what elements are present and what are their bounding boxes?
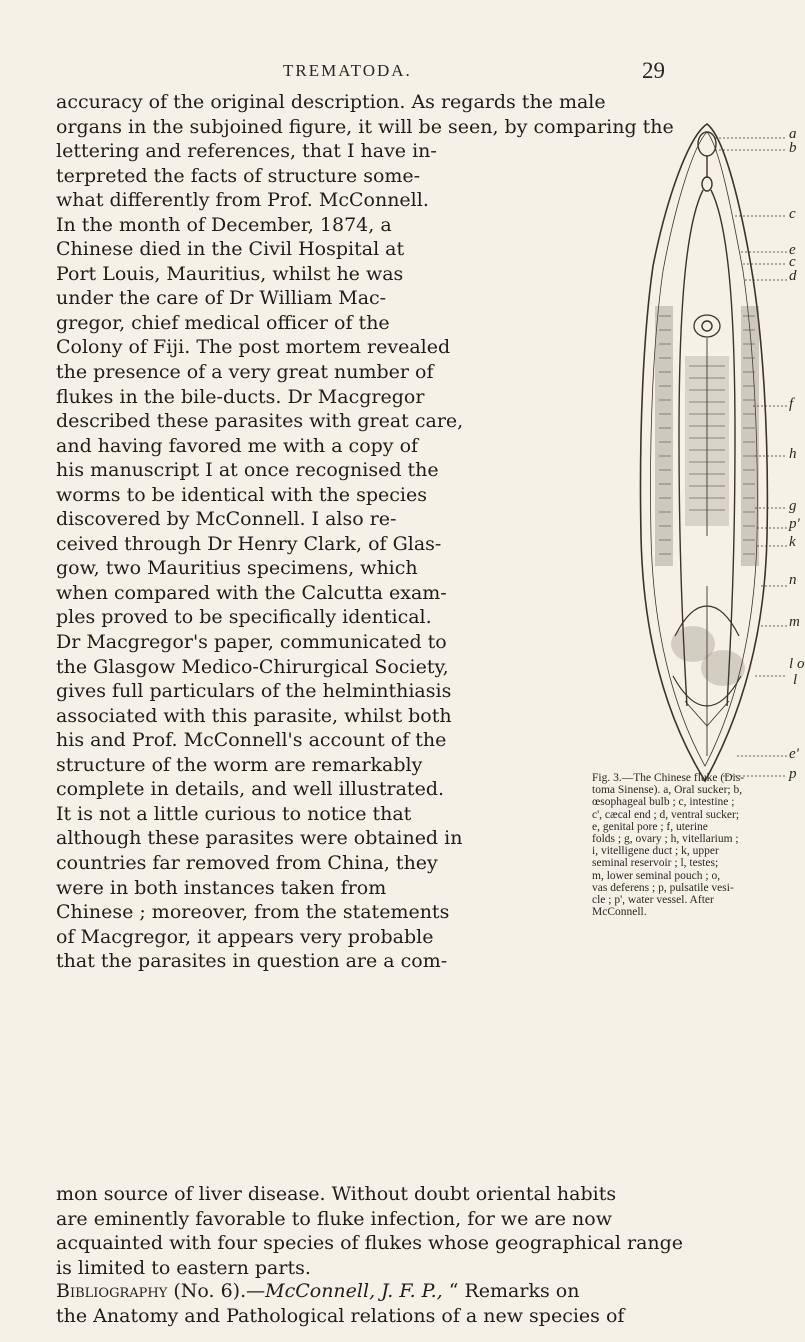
- bibliography-label: Bibliography: [56, 1280, 168, 1302]
- caption-line-6: folds ; g, ovary ; h, vitellarium ;: [592, 833, 739, 846]
- body-line-21: Dr Macgregor's paper, communicated to: [56, 631, 447, 653]
- body-line-9: Colony of Fiji. The post mortem revealed: [56, 336, 451, 359]
- body-line-20: ples proved to be specifically identical.: [56, 606, 432, 629]
- body-line-31: were in both instances taken from: [56, 876, 387, 899]
- bibliography-author: McConnell, J. F. P.,: [265, 1280, 443, 1302]
- figure-label-p-prime: p': [789, 516, 800, 532]
- figure-label-g: g: [789, 498, 797, 514]
- body-line-8: gregor, chief medical officer of the: [56, 311, 390, 334]
- body-line-16: discovered by McConnell. I also re-: [56, 508, 397, 531]
- caption-line-12: McConnell.: [592, 906, 647, 919]
- figure-label-o: o: [797, 656, 805, 672]
- body-line-17: ceived through Dr Henry Clark, of Glas-: [56, 532, 442, 555]
- figure-label-f: f: [789, 396, 794, 412]
- caption-line-4: c', cæcal end ; d, ventral sucker;: [592, 808, 740, 821]
- bibliography-title-start: “ Remarks on: [442, 1280, 580, 1302]
- body-line-24: associated with this parasite, whilst both: [56, 704, 452, 727]
- body-line-7: under the care of Dr William Mac-: [56, 287, 387, 310]
- caption-line-8: seminal reservoir ; l, testes;: [592, 857, 719, 870]
- body-line-25: his and Prof. McConnell's account of the: [56, 729, 447, 752]
- body-line-12: described these parasites with great care,: [56, 410, 464, 433]
- caption-line-10: vas deferens ; p, pulsatile vesi-: [592, 881, 734, 894]
- figure-label-k: k: [789, 534, 796, 550]
- body-line-32: Chinese ; moreover, from the statements: [56, 901, 450, 924]
- body-line-10: the presence of a very great number of: [56, 360, 434, 383]
- body-line-3: what differently from Prof. McConnell.: [56, 189, 429, 212]
- fluke-illustration: [615, 116, 805, 796]
- bibliography-line-2: the Anatomy and Pathological relations of a new species of: [56, 1305, 625, 1327]
- figure-label-l: l: [789, 656, 794, 672]
- figure-label-c: c: [789, 206, 796, 222]
- figure-label-b: b: [789, 140, 797, 156]
- figure-label-e-prime: e': [789, 746, 799, 762]
- figure-caption: [592, 772, 792, 918]
- caption-line-3: œsophageal bulb ; c, intestine ;: [592, 796, 735, 809]
- body-line-34: that the parasites in question are a com-: [56, 950, 448, 973]
- body-line-18: gow, two Mauritius specimens, which: [56, 557, 418, 580]
- figure-label-e: e: [789, 242, 796, 258]
- running-head: [0, 58, 800, 88]
- caption-line-2: toma Sinense). a, Oral sucker; b,: [592, 784, 743, 797]
- figure-label-a: a: [789, 126, 797, 142]
- figure-label-p: p: [789, 766, 797, 782]
- body-line-top-1: accuracy of the original description. As regards the male: [56, 91, 606, 113]
- body-line-11: flukes in the bile-ducts. Dr Macgregor: [56, 385, 425, 408]
- body-line-4: In the month of December, 1874, a: [56, 213, 392, 236]
- figure-label-m: m: [789, 614, 800, 630]
- figure-label-d: d: [789, 268, 797, 284]
- body-line-23: gives full particulars of the helminthiasis: [56, 680, 452, 703]
- body-line-1: lettering and references, that I have in-: [56, 140, 437, 162]
- body-line-27: complete in details, and well illustrated.: [56, 778, 445, 801]
- fluke-figure: [615, 116, 805, 796]
- body-line-bottom-4: is limited to eastern parts.: [56, 1256, 311, 1279]
- body-line-2: terpreted the facts of structure some-: [56, 164, 421, 187]
- figure-label-h: h: [789, 446, 797, 462]
- body-line-bottom-3: acquainted with four species of flukes whose geographical range: [56, 1232, 684, 1254]
- body-line-6: Port Louis, Mauritius, whilst he was: [56, 262, 404, 285]
- body-line-19: when compared with the Calcutta exam-: [56, 581, 447, 604]
- body-line-13: and having favored me with a copy of: [56, 434, 419, 457]
- page-number: 29: [642, 58, 665, 83]
- body-line-30: countries far removed from China, they: [56, 851, 438, 874]
- bibliography-line-1: [56, 1280, 579, 1302]
- body-line-bottom-2: are eminently favorable to fluke infection, for we are now: [56, 1207, 612, 1230]
- body-line-5: Chinese died in the Civil Hospital at: [56, 238, 405, 261]
- body-line-14: his manuscript I at once recognised the: [56, 459, 439, 482]
- body-line-bottom-1: mon source of liver disease. Without doubt oriental habits: [56, 1183, 617, 1205]
- body-line-29: although these parasites were obtained in: [56, 827, 463, 850]
- running-head-title: TREMATODA.: [283, 61, 412, 80]
- figure-label-c2: c: [789, 254, 796, 270]
- body-line-28: It is not a little curious to notice that: [56, 802, 412, 825]
- bibliography-number: (No. 6).—: [173, 1280, 266, 1302]
- caption-line-1: Fig. 3.—The Chinese fluke (Dis-: [592, 772, 745, 784]
- figure-label-l2: l: [793, 672, 798, 688]
- figure-label-n: n: [789, 572, 797, 588]
- body-line-15: worms to be identical with the species: [56, 483, 427, 506]
- body-line-33: of Macgregor, it appears very probable: [56, 925, 434, 948]
- body-line-top-2: organs in the subjoined figure, it will be seen, by comparing the: [56, 115, 674, 138]
- caption-line-9: m, lower seminal pouch ; o,: [592, 869, 721, 882]
- caption-line-11: cle ; p', water vessel. After: [592, 894, 714, 907]
- body-line-22: the Glasgow Medico-Chirurgical Society,: [56, 655, 449, 678]
- caption-line-5: e, genital pore ; f, uterine: [592, 820, 708, 833]
- caption-line-7: i, vitelligene duct ; k, upper: [592, 845, 719, 858]
- body-line-26: structure of the worm are remarkably: [56, 753, 423, 776]
